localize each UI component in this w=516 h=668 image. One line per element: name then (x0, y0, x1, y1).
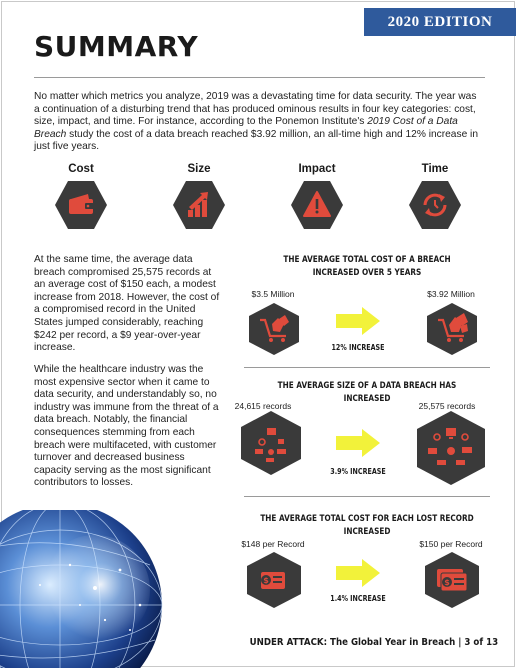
stat-change-total-cost: 12% INCREASE (331, 343, 385, 352)
money-cart-icon (426, 302, 478, 356)
stat-before-record-cost: $148 per Record (241, 539, 305, 549)
category-label-time: Time (421, 163, 449, 175)
dollar-record-icon (246, 551, 302, 609)
category-label-impact: Impact (298, 163, 336, 175)
intro-paragraph: No matter which metrics you analyze, 2019 was a devastating time for data security. The year was a continuation of a disturbing trend that has produced ominous results in four key categories: cost, size, impact, and time. For instance, according to the Ponemon Institute's 2019 Cost of a Data Breach study the cost of a data breach reached $3.92 million, an all-time high and 12% increase in just five years. (34, 91, 478, 153)
svg-text:$: $ (444, 578, 450, 587)
stat-title-record-cost: THE AVERAGE TOTAL COST FOR EACH LOST RECORD INCREASED (260, 514, 474, 537)
category-label-size: Size (187, 163, 211, 175)
stat-after-record-cost: $150 per Record (419, 539, 483, 549)
industry-paragraph: While the healthcare industry was the most expensive sector when it came to data security, and understandably so, no industry was immune from the threat of a data breach. Notably, the financial consequences stemming from each breach were multifaceted, with customer turnover and decreased business capacity serving as the most significant contributors to losses. (34, 364, 219, 489)
stat-before-breach-size: 24,615 records (234, 401, 292, 411)
stat-divider (244, 496, 490, 497)
globe-illustration (0, 510, 200, 668)
report-title: 2019 Cost of a Data Breach (34, 116, 458, 140)
money-cart-icon (248, 302, 300, 356)
stat-after-breach-size: 25,575 records (418, 401, 476, 411)
stat-before-total-cost: $3.5 Million (251, 289, 295, 299)
page-footer: UNDER ATTACK: The Global Year in Breach | 3 of 13 (249, 637, 498, 648)
stat-change-breach-size: 3.9% INCREASE (330, 467, 386, 476)
stat-after-total-cost: $3.92 Million (427, 289, 475, 299)
records-collage-icon (240, 410, 302, 476)
edition-banner: 2020 EDITION (364, 8, 516, 36)
dollar-record-icon (424, 551, 480, 609)
breach-records-paragraph: At the same time, the average data breach compromised 25,575 records at an average cost of $150 each, a modest increase from 2018. However, the cost of a compromised record in the United States jumped considerably, reaching $242 per record, a $9 year-over-year increase. (34, 254, 220, 354)
records-collage-icon (416, 410, 486, 486)
stat-title-breach-size: THE AVERAGE SIZE OF A DATA BREACH HAS INCREASED (277, 381, 457, 404)
growth-chart-icon (172, 180, 226, 230)
wallet-icon (54, 180, 108, 230)
stat-change-record-cost: 1.4% INCREASE (330, 594, 386, 603)
category-label-cost: Cost (68, 163, 94, 175)
warning-icon (290, 180, 344, 230)
increase-arrow-1 (334, 306, 382, 336)
stat-title-total-cost: THE AVERAGE TOTAL COST OF A BREACH INCREASED OVER 5 YEARS (283, 255, 451, 278)
page-title: SUMMARY (34, 30, 199, 63)
increase-arrow-3 (334, 558, 382, 588)
svg-text:$: $ (263, 576, 269, 585)
clock-refresh-icon (408, 180, 462, 230)
increase-arrow-2 (334, 428, 382, 458)
title-divider (34, 77, 485, 78)
stat-divider (244, 367, 490, 368)
